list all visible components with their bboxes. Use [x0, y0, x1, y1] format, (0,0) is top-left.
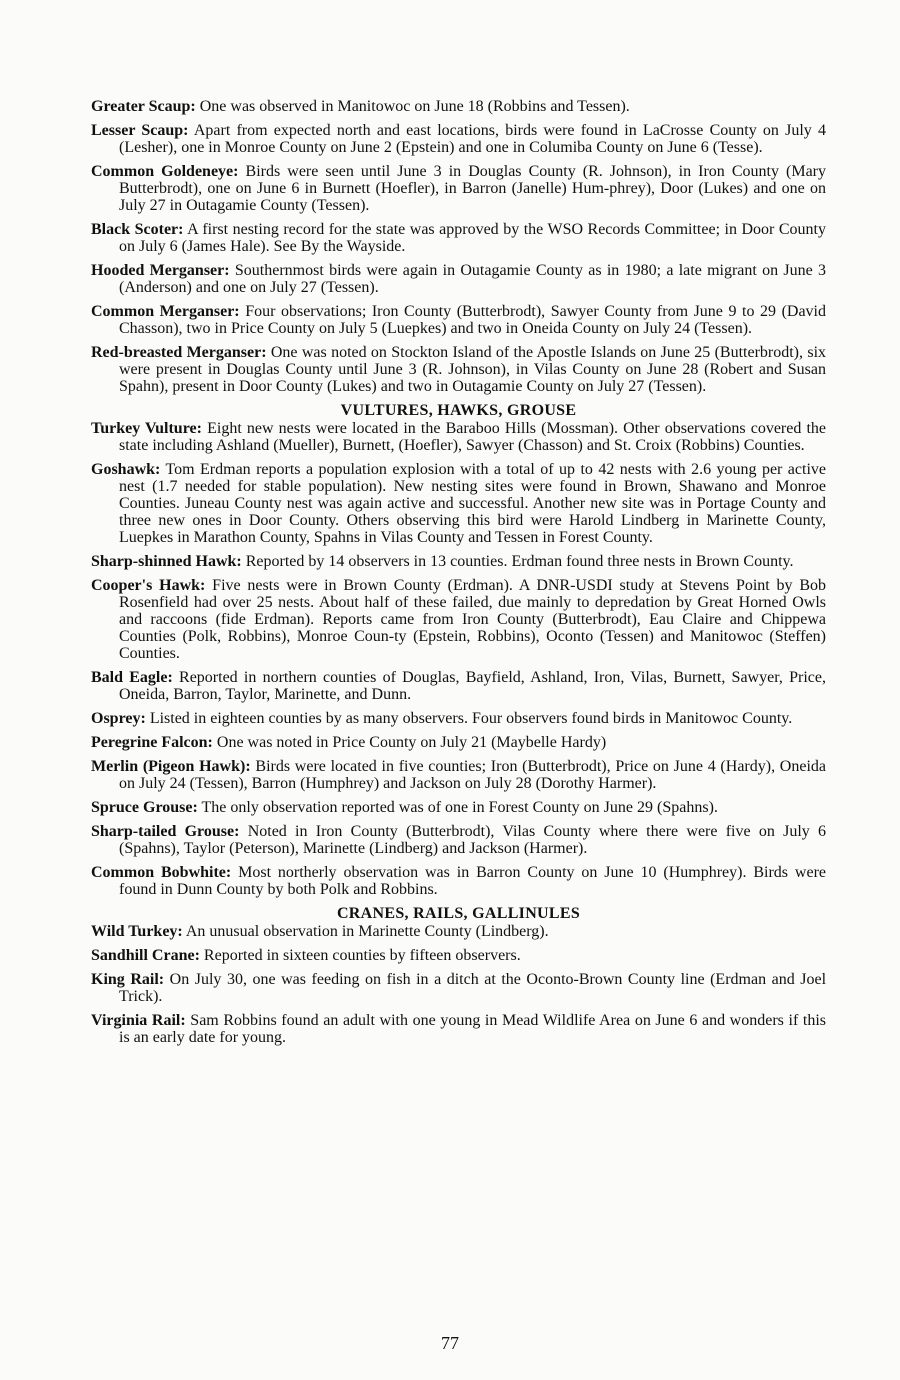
section-heading: CRANES, RAILS, GALLINULES: [336, 905, 581, 922]
species-entry: [91, 98, 826, 115]
species-entry: [91, 221, 826, 255]
species-entry: [91, 163, 826, 214]
species-name: Peregrine Falcon:: [91, 734, 213, 751]
section-heading: VULTURES, HAWKS, GROUSE: [340, 402, 577, 419]
species-text: Four observations; Iron County (Butterbrodt), Sawyer County from June 9 to 29 (David Chasson), two in Price County on July 5 (Luepkes) and two in Oneida County on July 24 (Tessen).: [119, 303, 826, 337]
species-text: Apart from expected north and east locations, birds were found in LaCrosse County on July 4 (Lesher), one in Monroe County on June 2 (Epstein) and one in Columiba County on June 6 (Tesse).: [119, 122, 827, 156]
species-name: Lesser Scaup:: [91, 122, 189, 139]
species-text: Noted in Iron County (Butterbrodt), Vilas County where there were five on July 6 (Spahns), Taylor (Peterson), Marinette (Lindberg) and Jackson (Harmer).: [119, 823, 827, 857]
species-entry: [91, 864, 826, 898]
species-entry: [91, 669, 826, 703]
species-text: Tom Erdman reports a population explosion with a total of up to 42 nests with 2.6 young per active nest (1.7 needed for stable population). New nesting sites were found in Brown, Shawano and Monroe Counties. Juneau County nest was again active and successful. Another new site was in Portage County and three new ones in Door County. Others observing this bird were Harold Lindberg in Marinette County, Luepkes in Marathon County, Spahns in Vilas County and Tessen in Forest County.: [119, 461, 826, 546]
species-name: Sharp-shinned Hawk:: [91, 553, 242, 570]
species-text: Reported by 14 observers in 13 counties. Erdman found three nests in Brown County.: [245, 553, 794, 570]
species-name: Black Scoter:: [91, 221, 184, 238]
species-name: Cooper's Hawk:: [91, 577, 206, 594]
species-name: Goshawk:: [91, 461, 161, 478]
species-entry: [91, 710, 826, 727]
species-text: Five nests were in Brown County (Erdman). A DNR-USDI study at Stevens Point by Bob Rosenfield had over 25 nests. About half of these failed, due mainly to depredation by Great Horned Owls and raccoons (fide Erdman). Reports came from Iron County (Butterbrodt), Eau Claire and Chippewa Counties (Polk, Robbins), Monroe Coun-ty (Epstein, Robbins), Oconto (Tessen) and Manitowoc (Steffen) Counties.: [119, 577, 827, 662]
species-name: Sharp-tailed Grouse:: [91, 823, 240, 840]
species-entry: [91, 799, 826, 816]
species-text: Listed in eighteen counties by as many observers. Four observers found birds in Manitowoc County.: [149, 710, 793, 727]
species-entry: [91, 303, 826, 337]
species-text: Reported in sixteen counties by fifteen observers.: [203, 947, 521, 964]
species-text: The only observation reported was of one in Forest County on June 29 (Spahns).: [201, 799, 718, 816]
species-text: Southernmost birds were again in Outagamie County as in 1980; a late migrant on June 3 (Anderson) and one on July 27 (Tessen).: [119, 262, 827, 296]
page-content: [91, 98, 826, 1053]
species-name: Greater Scaup:: [91, 98, 196, 115]
species-text: Birds were seen until June 3 in Douglas County (R. Johnson), in Iron County (Mary Butterbrodt), one on June 6 in Burnett (Hoefler), in Barron (Janelle) Hum-phrey), Door (Lukes) and one on July 27 in Outagamie County (Tessen).: [119, 163, 826, 214]
species-text: An unusual observation in Marinette County (Lindberg).: [185, 923, 549, 940]
species-entry: [91, 577, 826, 662]
page-number: 77: [441, 1333, 459, 1353]
species-entry: [91, 823, 826, 857]
species-name: Spruce Grouse:: [91, 799, 198, 816]
species-name: Osprey:: [91, 710, 146, 727]
species-name: Bald Eagle:: [91, 669, 173, 686]
species-name: Turkey Vulture:: [91, 420, 202, 437]
species-entry: [91, 553, 826, 570]
species-entry: [91, 734, 826, 751]
species-text: One was noted in Price County on July 21 (Maybelle Hardy): [216, 734, 607, 751]
species-text: One was observed in Manitowoc on June 18 (Robbins and Tessen).: [199, 98, 630, 115]
species-entry: [91, 262, 826, 296]
species-text: Most northerly observation was in Barron County on June 10 (Humphrey). Birds were found in Dunn County by both Polk and Robbins.: [119, 864, 827, 898]
species-name: Hooded Merganser:: [91, 262, 230, 279]
species-entry: [91, 461, 826, 546]
species-entry: [91, 923, 826, 940]
species-name: Merlin (Pigeon Hawk):: [91, 758, 251, 775]
species-name: Common Merganser:: [91, 303, 240, 320]
species-text: Sam Robbins found an adult with one young in Mead Wildlife Area on June 6 and wonders if this is an early date for young.: [119, 1012, 827, 1046]
species-text: Reported in northern counties of Douglas, Bayfield, Ashland, Iron, Vilas, Burnett, Sawyer, Price, Oneida, Barron, Taylor, Marinette, and Dunn.: [119, 669, 827, 703]
species-text: On July 30, one was feeding on fish in a ditch at the Oconto-Brown County line (Erdman and Joel Trick).: [119, 971, 827, 1005]
species-name: Common Bobwhite:: [91, 864, 232, 881]
species-entry: [91, 420, 826, 454]
species-entry: [91, 1012, 826, 1046]
species-entry: [91, 344, 826, 395]
species-text: One was noted on Stockton Island of the Apostle Islands on June 25 (Butterbrodt), six were present in Douglas County until June 3 (R. Johnson), in Vilas County on June 28 (Robert and Susan Spahn), present in Door County (Lukes) and two in Outagamie County on July 27 (Tessen).: [119, 344, 827, 395]
species-name: Common Goldeneye:: [91, 163, 239, 180]
species-text: A first nesting record for the state was approved by the WSO Records Committee; in Door County on July 6 (James Hale). See By the Wayside.: [119, 221, 827, 255]
species-text: Birds were located in five counties; Iron (Butterbrodt), Price on June 4 (Hardy), Oneida on July 24 (Tessen), Barron (Humphrey) and Jackson on July 28 (Dorothy Harmer).: [119, 758, 826, 792]
species-name: Sandhill Crane:: [91, 947, 200, 964]
species-text: Eight new nests were located in the Baraboo Hills (Mossman). Other observations covered the state including Ashland (Mueller), Burnett, (Hoefler), Sawyer (Chasson) and St. Croix (Robbins) Counties.: [119, 420, 827, 454]
species-name: Wild Turkey:: [91, 923, 183, 940]
species-name: King Rail:: [91, 971, 165, 988]
species-entry: [91, 758, 826, 792]
species-name: Red-breasted Merganser:: [91, 344, 267, 361]
species-entry: [91, 947, 826, 964]
species-name: Virginia Rail:: [91, 1012, 186, 1029]
species-entry: [91, 122, 826, 156]
species-entry: [91, 971, 826, 1005]
